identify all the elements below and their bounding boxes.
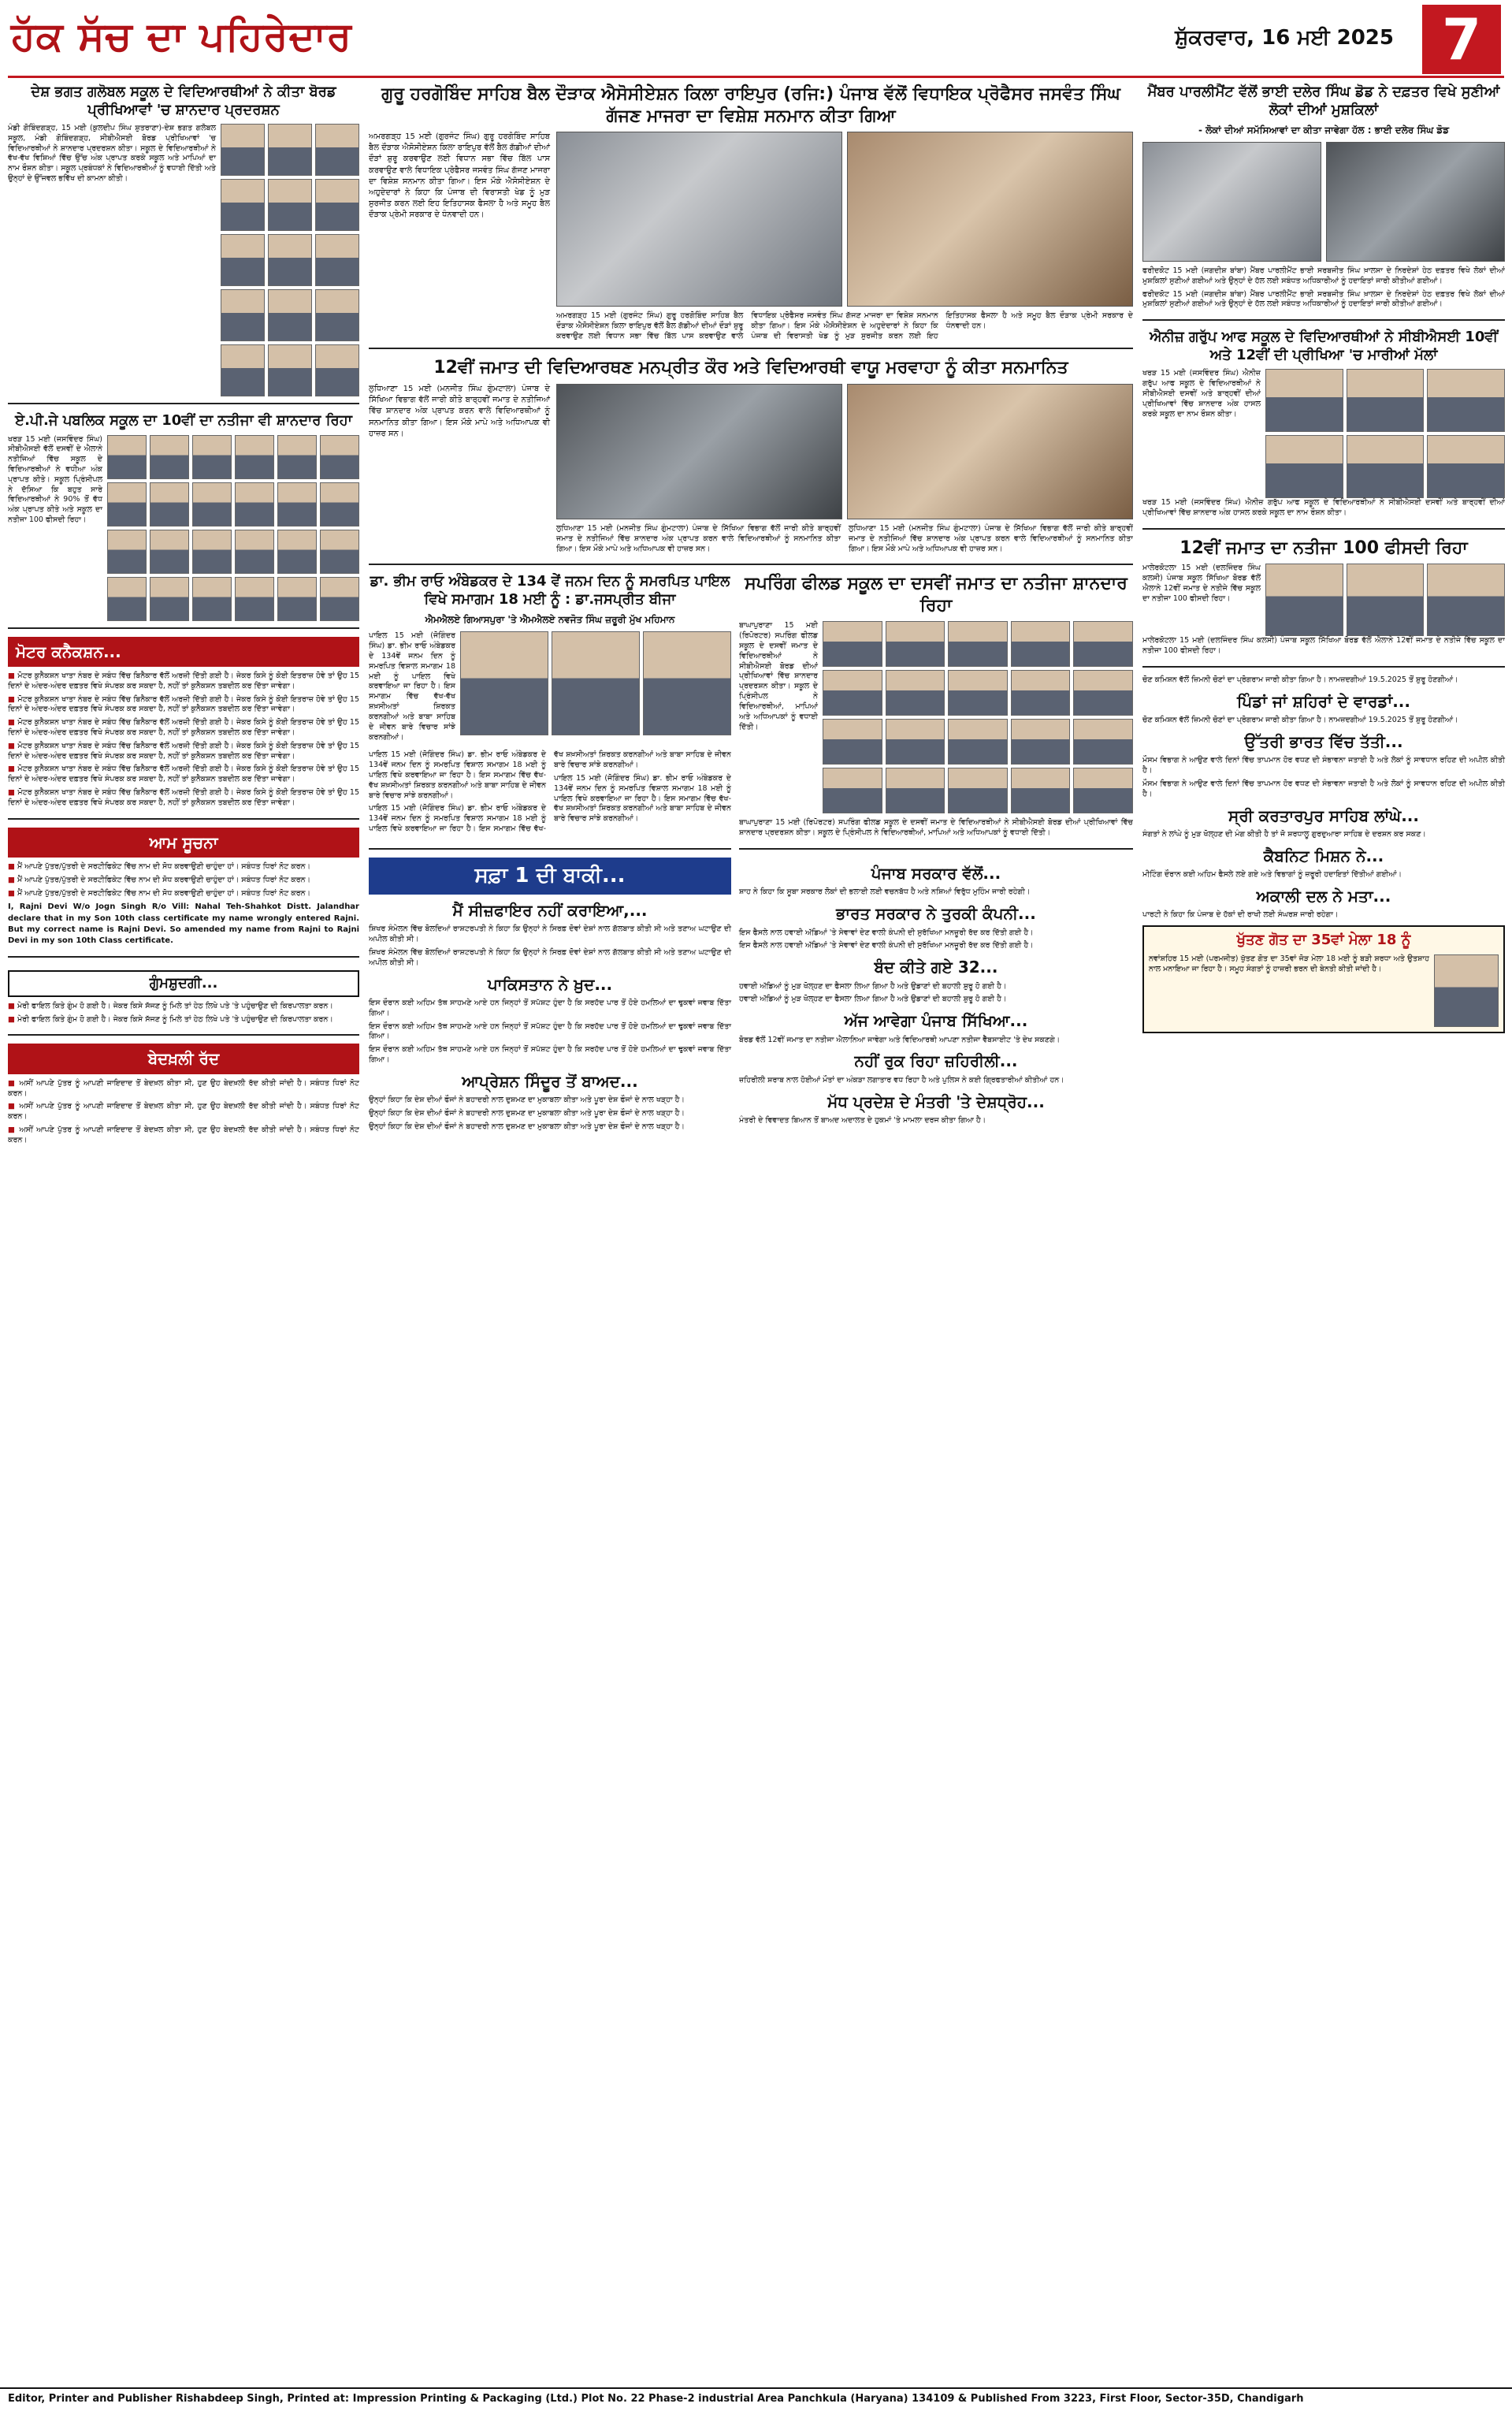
story-ambedkar <box>369 573 731 850</box>
student-photo <box>1265 369 1343 432</box>
student-photo <box>235 482 274 526</box>
lead-photo <box>847 132 1133 307</box>
student-photo <box>315 234 359 286</box>
student-photo <box>948 768 1008 813</box>
mid-row <box>369 573 1133 858</box>
student-photos <box>1265 369 1505 498</box>
student-photo <box>823 670 882 716</box>
student-photo <box>1073 621 1133 667</box>
headline: ਸਪਰਿੰਗ ਫੀਲਡ ਸਕੂਲ ਦਾ ਦਸਵੀਂ ਜਮਾਤ ਦਾ ਨਤੀਜਾ ਸ਼ਾਨਦਾਰ ਰਿਹਾ <box>745 574 1127 616</box>
left-column <box>8 84 359 1163</box>
masthead-rule <box>8 76 1504 78</box>
classified-body: ■ ਮੋਟਰ ਕੁਨੈਕਸ਼ਨ ਖਾਤਾ ਨੰਬਰ ਦੇ ਸਬੰਧ ਵਿੱਚ ਬਿਨੈਕਾਰ ਵੱਲੋਂ ਅਰਜ਼ੀ ਦਿੱਤੀ ਗਈ ਹੈ। ਜੇਕਰ ਕਿਸੇ ਨੂੰ ਕੋਈ ਇਤਰਾਜ਼ ਹੋਵੇ ਤਾਂ ਉਹ 15 ਦਿਨਾਂ ਦੇ ਅੰਦਰ-ਅੰਦਰ ਦਫ਼ਤਰ ਵਿਖੇ ਸੰਪਰਕ ਕਰ ਸਕਦਾ ਹੈ, ਨਹੀਂ ਤਾਂ ਕੁਨੈਕਸ਼ਨ ਤਬਦੀਲ ਕਰ ਦਿੱਤਾ ਜਾਵੇਗਾ। <box>8 718 359 739</box>
continuation-head: ਸ੍ਰੀ ਕਰਤਾਰਪੁਰ ਸਾਹਿਬ ਲਾਂਘੇ... <box>1228 806 1419 825</box>
section-banner: ਮੋਟਰ ਕਨੈਕਸ਼ਨ... <box>8 637 359 667</box>
student-photo <box>315 124 359 176</box>
story-body: ਪਾਇਲ 15 ਮਈ (ਜੋਗਿੰਦਰ ਸਿੰਘ) ਡਾ. ਭੀਮ ਰਾਓ ਅੰਬੇਡਕਰ ਦੇ 134ਵੇਂ ਜਨਮ ਦਿਨ ਨੂੰ ਸਮਰਪਿਤ ਵਿਸ਼ਾਲ ਸਮਾਗਮ 18 ਮਈ ਨੂੰ ਪਾਇਲ ਵਿਖੇ ਕਰਵਾਇਆ ਜਾ ਰਿਹਾ ਹੈ। ਇਸ ਸਮਾਗਮ ਵਿੱਚ ਵੱਖ-ਵੱਖ ਸ਼ਖ਼ਸੀਅਤਾਂ ਸ਼ਿਰਕਤ ਕਰਨਗੀਆਂ ਅਤੇ ਬਾਬਾ ਸਾਹਿਬ ਦੇ ਜੀਵਨ ਬਾਰੇ ਵਿਚਾਰ ਸਾਂਝੇ ਕਰਨਗੀਆਂ। <box>369 631 455 742</box>
student-photo <box>235 577 274 621</box>
student-photo <box>192 530 232 574</box>
box-headline: ਖੁੱਤਣ ਗੋਤ ਦਾ 35ਵਾਂ ਮੇਲਾ 18 ਨੂੰ <box>1236 932 1411 949</box>
story-body: ਖਰੜ 15 ਮਈ (ਜਸਵਿੰਦਰ ਸਿੰਘ) ਐਨੀਜ਼ ਗਰੁੱਪ ਆਫ ਸਕੂਲ ਦੇ ਵਿਦਿਆਰਥੀਆਂ ਨੇ ਸੀਬੀਐਸਈ ਦਸਵੀਂ ਅਤੇ ਬਾਰ੍ਹਵੀਂ ਦੀਆਂ ਪ੍ਰੀਖਿਆਵਾਂ ਵਿੱਚ ਸ਼ਾਨਦਾਰ ਅੰਕ ਹਾਸਲ ਕਰਕੇ ਸਕੂਲ ਦਾ ਨਾਮ ਰੌਸ਼ਨ ਕੀਤਾ। <box>1142 369 1261 419</box>
story-spring-field <box>739 573 1133 850</box>
story-photo <box>847 384 1133 519</box>
story-apj-school <box>8 412 359 629</box>
classified-public-notice <box>8 828 359 958</box>
story-12th-result <box>1142 538 1505 668</box>
continuation-body: ਸੰਗਤਾਂ ਨੇ ਲਾਂਘੇ ਨੂੰ ਮੁੜ ਖੋਲ੍ਹਣ ਦੀ ਮੰਗ ਕੀਤੀ ਹੈ ਤਾਂ ਜੋ ਸ਼ਰਧਾਲੂ ਗੁਰਦੁਆਰਾ ਸਾਹਿਬ ਦੇ ਦਰਸ਼ਨ ਕਰ ਸਕਣ। <box>1142 830 1426 839</box>
story-body: ਖਰੜ 15 ਮਈ (ਜਸਵਿੰਦਰ ਸਿੰਘ) ਸੀਬੀਐਸਈ ਵੱਲੋਂ ਦਸਵੀਂ ਦੇ ਐਲਾਨੇ ਨਤੀਜਿਆਂ ਵਿੱਚ ਸਕੂਲ ਦੇ ਵਿਦਿਆਰਥੀਆਂ ਨੇ ਵਧੀਆ ਅੰਕ ਪ੍ਰਾਪਤ ਕੀਤੇ। ਸਕੂਲ ਪ੍ਰਿੰਸੀਪਲ ਨੇ ਦੱਸਿਆ ਕਿ ਬਹੁਤ ਸਾਰੇ ਵਿਦਿਆਰਥੀਆਂ ਨੇ 90% ਤੋਂ ਵੱਧ ਅੰਕ ਪ੍ਰਾਪਤ ਕੀਤੇ ਅਤੇ ਸਕੂਲ ਦਾ ਨਤੀਜਾ 100 ਫੀਸਦੀ ਰਿਹਾ। <box>8 434 102 524</box>
classified-body: ■ ਮੋਟਰ ਕੁਨੈਕਸ਼ਨ ਖਾਤਾ ਨੰਬਰ ਦੇ ਸਬੰਧ ਵਿੱਚ ਬਿਨੈਕਾਰ ਵੱਲੋਂ ਅਰਜ਼ੀ ਦਿੱਤੀ ਗਈ ਹੈ। ਜੇਕਰ ਕਿਸੇ ਨੂੰ ਕੋਈ ਇਤਰਾਜ਼ ਹੋਵੇ ਤਾਂ ਉਹ 15 ਦਿਨਾਂ ਦੇ ਅੰਦਰ-ਅੰਦਰ ਦਫ਼ਤਰ ਵਿਖੇ ਸੰਪਰਕ ਕਰ ਸਕਦਾ ਹੈ, ਨਹੀਂ ਤਾਂ ਕੁਨੈਕਸ਼ਨ ਤਬਦੀਲ ਕਰ ਦਿੱਤਾ ਜਾਵੇਗਾ। <box>8 765 359 785</box>
continuation-body: ਹਵਾਈ ਅੱਡਿਆਂ ਨੂੰ ਮੁੜ ਖੋਲ੍ਹਣ ਦਾ ਫੈਸਲਾ ਲਿਆ ਗਿਆ ਹੈ ਅਤੇ ਉਡਾਣਾਂ ਦੀ ਬਹਾਲੀ ਸ਼ੁਰੂ ਹੋ ਗਈ ਹੈ। <box>739 981 1007 991</box>
student-photo <box>315 289 359 341</box>
lead-body-continued <box>556 311 1133 341</box>
student-photos <box>107 435 359 621</box>
story-body: ਲੁਧਿਆਣਾ 15 ਮਈ (ਮਨਜੀਤ ਸਿੰਘ ਗੁੰਮਟਾਲਾ) ਪੰਜਾਬ ਦੇ ਸਿੱਖਿਆ ਵਿਭਾਗ ਵੱਲੋਂ ਜਾਰੀ ਕੀਤੇ ਬਾਰ੍ਹਵੀਂ ਜਮਾਤ ਦੇ ਨਤੀਜਿਆਂ ਵਿੱਚ ਸ਼ਾਨਦਾਰ ਅੰਕ ਪ੍ਰਾਪਤ ਕਰਨ ਵਾਲੇ ਵਿਦਿਆਰਥੀਆਂ ਨੂੰ ਸਨਮਾਨਿਤ ਕੀਤਾ ਗਿਆ। ਇਸ ਮੌਕੇ ਮਾਪੇ ਅਤੇ ਅਧਿਆਪਕ ਵੀ ਹਾਜ਼ਰ ਸਨ। <box>369 384 550 438</box>
continuation-head: ਬੰਦ ਕੀਤੇ ਗਏ 32... <box>874 958 998 977</box>
portrait-photo <box>552 631 640 735</box>
headline: ਐਨੀਜ਼ ਗਰੁੱਪ ਆਫ ਸਕੂਲ ਦੇ ਵਿਦਿਆਰਥੀਆਂ ਨੇ ਸੀਬੀਐਸਈ 10ਵੀਂ ਅਤੇ 12ਵੀਂ ਦੀ ਪ੍ਰੀਖਿਆ 'ਚ ਮਾਰੀਆਂ ਮੱਲਾਂ <box>1149 329 1499 363</box>
student-photo <box>320 482 359 526</box>
issue-date: ਸ਼ੁੱਕਰਵਾਰ, 16 ਮਈ 2025 <box>1175 26 1394 50</box>
student-photo <box>1073 768 1133 813</box>
classified-change <box>8 1044 359 1155</box>
continuation-body: ਸ਼ਾਹ ਨੇ ਕਿਹਾ ਕਿ ਸੂਬਾ ਸਰਕਾਰ ਲੋਕਾਂ ਦੀ ਭਲਾਈ ਲਈ ਵਚਨਬੱਧ ਹੈ ਅਤੇ ਨਸ਼ਿਆਂ ਵਿਰੁੱਧ ਮੁਹਿੰਮ ਜਾਰੀ ਰਹੇਗੀ। <box>739 887 1031 897</box>
student-photo <box>235 530 274 574</box>
section-banner: ਆਮ ਸੂਚਨਾ <box>8 828 359 858</box>
student-photos <box>221 124 359 396</box>
student-photo <box>1347 369 1425 432</box>
student-photo <box>107 530 147 574</box>
student-photo <box>235 435 274 479</box>
student-photo <box>1427 564 1505 636</box>
notice-body: ■ ਮੈਂ ਆਪਣੇ ਪੁੱਤਰ/ਪੁੱਤਰੀ ਦੇ ਸਰਟੀਫਿਕੇਟ ਵਿੱਚ ਨਾਮ ਦੀ ਸੋਧ ਕਰਵਾਉਣੀ ਚਾਹੁੰਦਾ ਹਾਂ। ਸਬੰਧਤ ਧਿਰਾਂ ਨੋਟ ਕਰਨ। <box>8 876 359 886</box>
notice-body: ■ ਮੈਂ ਆਪਣੇ ਪੁੱਤਰ/ਪੁੱਤਰੀ ਦੇ ਸਰਟੀਫਿਕੇਟ ਵਿੱਚ ਨਾਮ ਦੀ ਸੋਧ ਕਰਵਾਉਣੀ ਚਾਹੁੰਦਾ ਹਾਂ। ਸਬੰਧਤ ਧਿਰਾਂ ਨੋਟ ਕਰਨ। <box>8 889 359 899</box>
lost-body: ■ ਮੇਰੀ ਫਾਇਲ ਕਿਤੇ ਗੁੰਮ ਹੋ ਗਈ ਹੈ। ਜੇਕਰ ਕਿਸੇ ਸੱਜਣ ਨੂੰ ਮਿਲੇ ਤਾਂ ਹੇਠ ਲਿਖੇ ਪਤੇ 'ਤੇ ਪਹੁੰਚਾਉਣ ਦੀ ਕਿਰਪਾਲਤਾ ਕਰਨ। <box>8 1002 359 1012</box>
story-desh-bhagat <box>8 84 359 404</box>
newspaper-logo <box>11 8 352 64</box>
student-photo <box>1347 564 1425 636</box>
story-body-text: ਲੁਧਿਆਣਾ 15 ਮਈ (ਮਨਜੀਤ ਸਿੰਘ ਗੁੰਮਟਾਲਾ) ਪੰਜਾਬ ਦੇ ਸਿੱਖਿਆ ਵਿਭਾਗ ਵੱਲੋਂ ਜਾਰੀ ਕੀਤੇ ਬਾਰ੍ਹਵੀਂ ਜਮਾਤ ਦੇ ਨਤੀਜਿਆਂ ਵਿੱਚ ਸ਼ਾਨਦਾਰ ਅੰਕ ਪ੍ਰਾਪਤ ਕਰਨ ਵਾਲੇ ਵਿਦਿਆਰਥੀਆਂ ਨੂੰ ਸਨਮਾਨਿਤ ਕੀਤਾ ਗਿਆ। ਇਸ ਮੌਕੇ ਮਾਪੇ ਅਤੇ ਅਧਿਆਪਕ ਵੀ ਹਾਜ਼ਰ ਸਨ। <box>849 523 1133 553</box>
classified-lost <box>8 966 359 1036</box>
story-mp-office <box>1142 84 1505 321</box>
masthead <box>0 0 1512 79</box>
student-photo <box>1011 621 1071 667</box>
subheadline: ਐਮਐਲਏ ਗਿਆਸਪੁਰਾ 'ਤੇ ਐਮਐਲਏ ਨਵਜੋਤ ਸਿੰਘ ਜ਼ਰੂਰੀ ਮੁੱਖ ਮਹਿਮਾਨ <box>425 614 675 626</box>
student-photo <box>150 530 189 574</box>
page1-continuation-row <box>369 858 1133 1136</box>
student-photo <box>823 768 882 813</box>
headline: 12ਵੀਂ ਜਮਾਤ ਦੀ ਵਿਦਿਆਰਥਣ ਮਨਪ੍ਰੀਤ ਕੌਰ ਅਤੇ ਵਿਦਿਆਰਥੀ ਵਾਯੂ ਮਰਵਾਹਾ ਨੂੰ ਕੀਤਾ ਸਨਮਾਨਿਤ <box>433 358 1068 378</box>
continuation-head: ਅੱਜ ਆਵੇਗਾ ਪੰਜਾਬ ਸਿੱਖਿਆ... <box>844 1011 1028 1031</box>
student-photos <box>823 621 1133 813</box>
imprint-footer <box>0 2387 1512 2411</box>
student-photo <box>1265 435 1343 498</box>
story-body-text: ਲੁਧਿਆਣਾ 15 ਮਈ (ਮਨਜੀਤ ਸਿੰਘ ਗੁੰਮਟਾਲਾ) ਪੰਜਾਬ ਦੇ ਸਿੱਖਿਆ ਵਿਭਾਗ ਵੱਲੋਂ ਜਾਰੀ ਕੀਤੇ ਬਾਰ੍ਹਵੀਂ ਜਮਾਤ ਦੇ ਨਤੀਜਿਆਂ ਵਿੱਚ ਸ਼ਾਨਦਾਰ ਅੰਕ ਪ੍ਰਾਪਤ ਕਰਨ ਵਾਲੇ ਵਿਦਿਆਰਥੀਆਂ ਨੂੰ ਸਨਮਾਨਿਤ ਕੀਤਾ ਗਿਆ। ਇਸ ਮੌਕੇ ਮਾਪੇ ਅਤੇ ਅਧਿਆਪਕ ਵੀ ਹਾਜ਼ਰ ਸਨ। <box>556 523 841 553</box>
student-photo <box>192 435 232 479</box>
student-photo <box>1011 768 1071 813</box>
story-body: ਮਾਲੇਰਕੋਟਲਾ 15 ਮਈ (ਦਲਜਿੰਦਰ ਸਿੰਘ ਕਲਸੀ) ਪੰਜਾਬ ਸਕੂਲ ਸਿੱਖਿਆ ਬੋਰਡ ਵੱਲੋਂ ਐਲਾਨੇ 12ਵੀਂ ਜਮਾਤ ਦੇ ਨਤੀਜੇ ਵਿੱਚ ਸਕੂਲ ਦਾ ਨਤੀਜਾ 100 ਫੀਸਦੀ ਰਿਹਾ। <box>1142 564 1261 603</box>
page1-continuations-right <box>739 858 1133 1136</box>
student-photo <box>1011 719 1071 765</box>
continuation-head: ਉੱਤਰੀ ਭਾਰਤ ਵਿੱਚ ਤੱਤੀ... <box>1244 732 1403 752</box>
story-body-text: ਪਾਇਲ 15 ਮਈ (ਜੋਗਿੰਦਰ ਸਿੰਘ) ਡਾ. ਭੀਮ ਰਾਓ ਅੰਬੇਡਕਰ ਦੇ 134ਵੇਂ ਜਨਮ ਦਿਨ ਨੂੰ ਸਮਰਪਿਤ ਵਿਸ਼ਾਲ ਸਮਾਗਮ 18 ਮਈ ਨੂੰ ਪਾਇਲ ਵਿਖੇ ਕਰਵਾਇਆ ਜਾ ਰਿਹਾ ਹੈ। ਇਸ ਸਮਾਗਮ ਵਿੱਚ ਵੱਖ-ਵੱਖ ਸ਼ਖ਼ਸੀਅਤਾਂ ਸ਼ਿਰਕਤ ਕਰਨਗੀਆਂ ਅਤੇ ਬਾਬਾ ਸਾਹਿਬ ਦੇ ਜੀਵਨ ਬਾਰੇ ਵਿਚਾਰ ਸਾਂਝੇ ਕਰਨਗੀਆਂ। <box>554 773 731 824</box>
story-body: ਮੰਡੀ ਗੋਬਿੰਦਗੜ੍ਹ, 15 ਮਈ (ਕੁਲਦੀਪ ਸਿੰਘ ਸ਼ੁਤਰਾਣਾ)-ਦੇਸ਼ ਭਗਤ ਗਲੋਬਲ ਸਕੂਲ, ਮੰਡੀ ਗੋਬਿੰਦਗੜ੍ਹ, ਸੀਬੀਐਸਈ ਬੋਰਡ ਪ੍ਰੀਖਿਆਵਾਂ 'ਚ ਵਿਦਿਆਰਥੀਆਂ ਨੇ ਸ਼ਾਨਦਾਰ ਪ੍ਰਦਰਸ਼ਨ ਕੀਤਾ। ਸਕੂਲ ਦੇ ਵਿਦਿਆਰਥੀਆਂ ਨੇ ਵੱਖ-ਵੱਖ ਵਿਸ਼ਿਆਂ ਵਿੱਚ ਉੱਚ ਅੰਕ ਪ੍ਰਾਪਤ ਕਰਕੇ ਸਕੂਲ ਅਤੇ ਮਾਪਿਆਂ ਦਾ ਨਾਮ ਰੌਸ਼ਨ ਕੀਤਾ। ਸਕੂਲ ਪ੍ਰਬੰਧਕਾਂ ਨੇ ਵਿਦਿਆਰਥੀਆਂ ਨੂੰ ਵਧਾਈ ਦਿੱਤੀ ਅਤੇ ਉਨ੍ਹਾਂ ਦੇ ਉੱਜਵਲ ਭਵਿੱਖ ਦੀ ਕਾਮਨਾ ਕੀਤੀ। <box>8 124 216 184</box>
continuation-head: ਮੱਧ ਪ੍ਰਦੇਸ਼ ਦੇ ਮੰਤਰੀ 'ਤੇ ਦੇਸ਼ਧ੍ਰੋਹ... <box>827 1092 1045 1111</box>
student-photo <box>221 344 265 396</box>
continuation-body: ਸ਼ਿਖਰ ਸੰਮੇਲਨ ਵਿੱਚ ਬੋਲਦਿਆਂ ਰਾਸ਼ਟਰਪਤੀ ਨੇ ਕਿਹਾ ਕਿ ਉਨ੍ਹਾਂ ਨੇ ਸਿਰਫ਼ ਦੋਵਾਂ ਦੇਸ਼ਾਂ ਨਾਲ ਗੱਲਬਾਤ ਕੀਤੀ ਸੀ ਅਤੇ ਤਣਾਅ ਘਟਾਉਣ ਦੀ ਅਪੀਲ ਕੀਤੀ ਸੀ। <box>369 947 731 967</box>
story-body: ਬਾਘਾਪੁਰਾਣਾ 15 ਮਈ (ਰਿਪੋਰਟਰ) ਸਪਰਿੰਗ ਫੀਲਡ ਸਕੂਲ ਦੇ ਦਸਵੀਂ ਜਮਾਤ ਦੇ ਵਿਦਿਆਰਥੀਆਂ ਨੇ ਸੀਬੀਐਸਈ ਬੋਰਡ ਦੀਆਂ ਪ੍ਰੀਖਿਆਵਾਂ ਵਿੱਚ ਸ਼ਾਨਦਾਰ ਪ੍ਰਦਰਸ਼ਨ ਕੀਤਾ। ਸਕੂਲ ਦੇ ਪ੍ਰਿੰਸੀਪਲ ਨੇ ਵਿਦਿਆਰਥੀਆਂ, ਮਾਪਿਆਂ ਅਤੇ ਅਧਿਆਪਕਾਂ ਨੂੰ ਵਧਾਈ ਦਿੱਤੀ। <box>739 621 818 731</box>
continuation-head: ਅਕਾਲੀ ਦਲ ਨੇ ਮਤਾ... <box>1256 887 1391 906</box>
portrait-photo <box>643 631 731 735</box>
continuation-head: ਪਿੰਡਾਂ ਜਾਂ ਸ਼ਹਿਰਾਂ ਦੇ ਵਾਰਡਾਂ... <box>1236 691 1410 711</box>
student-photo <box>1011 670 1071 716</box>
continuation-body: ਸ਼ਿਖਰ ਸੰਮੇਲਨ ਵਿੱਚ ਬੋਲਦਿਆਂ ਰਾਸ਼ਟਰਪਤੀ ਨੇ ਕਿਹਾ ਕਿ ਉਨ੍ਹਾਂ ਨੇ ਸਿਰਫ਼ ਦੋਵਾਂ ਦੇਸ਼ਾਂ ਨਾਲ ਗੱਲਬਾਤ ਕੀਤੀ ਸੀ ਅਤੇ ਤਣਾਅ ਘਟਾਉਣ ਦੀ ਅਪੀਲ ਕੀਤੀ ਸੀ। <box>369 925 731 944</box>
lead-story <box>369 84 1133 349</box>
page1-continuations-left <box>369 858 731 1136</box>
continuation-body: ਹਵਾਈ ਅੱਡਿਆਂ ਨੂੰ ਮੁੜ ਖੋਲ੍ਹਣ ਦਾ ਫੈਸਲਾ ਲਿਆ ਗਿਆ ਹੈ ਅਤੇ ਉਡਾਣਾਂ ਦੀ ਬਹਾਲੀ ਸ਼ੁਰੂ ਹੋ ਗਈ ਹੈ। <box>739 995 1007 1004</box>
student-photo <box>948 719 1008 765</box>
student-photo <box>268 234 312 286</box>
lead-headline: ਗੁਰੂ ਹਰਗੋਬਿੰਦ ਸਾਹਿਬ ਬੈਲ ਦੌੜਾਕ ਐਸੋਸੀਏਸ਼ਨ ਕਿਲਾ ਰਾਇਪੁਰ (ਰਜਿ:) ਪੰਜਾਬ ਵੱਲੋਂ ਵਿਧਾਇਕ ਪ੍ਰੋਫੈਸਰ ਜਸਵੰਤ ਸਿੰਘ ਗੱਜਣ ਮਾਜਰਾ ਦਾ ਵਿਸ਼ੇਸ਼ ਸਨਮਾਨ ਕੀਤਾ ਗਿਆ <box>381 84 1120 126</box>
continuation-head: ਆਪ੍ਰੇਸ਼ਨ ਸਿੰਦੂਰ ਤੋਂ ਬਾਅਦ... <box>462 1071 638 1091</box>
student-photo <box>948 670 1008 716</box>
headline: ਡਾ. ਭੀਮ ਰਾਓ ਅੰਬੇਡਕਰ ਦੇ 134 ਵੇਂ ਜਨਮ ਦਿਨ ਨੂੰ ਸਮਰਪਿਤ ਪਾਇਲ ਵਿਖੇ ਸਮਾਗਮ 18 ਮਈ ਨੂੰ : ਡਾ.ਜਸਪ੍ਰੀਤ ਬੀਜਾ <box>370 573 730 608</box>
subheadline: - ਲੋਕਾਂ ਦੀਆਂ ਸਮੱਸਿਆਵਾਂ ਦਾ ਕੀਤਾ ਜਾਵੇਗਾ ਹੱਲ : ਭਾਈ ਦਲੇਰ ਸਿੰਘ ਡੋਡ <box>1198 125 1450 136</box>
continuation-body: ਇਸ ਦੌਰਾਨ ਕਈ ਅਹਿਮ ਤੱਥ ਸਾਹਮਣੇ ਆਏ ਹਨ ਜਿਨ੍ਹਾਂ ਤੋਂ ਸਪੱਸ਼ਟ ਹੁੰਦਾ ਹੈ ਕਿ ਸਰਹੱਦ ਪਾਰ ਤੋਂ ਹੋਏ ਹਮਲਿਆਂ ਦਾ ਢੁਕਵਾਂ ਜਵਾਬ ਦਿੱਤਾ ਗਿਆ। <box>369 1021 731 1041</box>
notice-english: I, Rajni Devi W/o Jogn Singh R/o Vill: Nahal Teh-Shahkot Distt. Jalandhar declare that in my Son 10th class certificate my name wrongly entered Rajni. But my correct name is Rajni Devi. So amended my name from Rajni to Rajni Devi in my son 10th Class certificate. <box>8 902 359 946</box>
student-photo <box>268 344 312 396</box>
story-photo <box>1326 142 1505 262</box>
student-photo <box>107 482 147 526</box>
student-photo <box>320 577 359 621</box>
page-number-badge: 7 <box>1422 5 1501 74</box>
lost-body: ■ ਮੇਰੀ ਫਾਇਲ ਕਿਤੇ ਗੁੰਮ ਹੋ ਗਈ ਹੈ। ਜੇਕਰ ਕਿਸੇ ਸੱਜਣ ਨੂੰ ਮਿਲੇ ਤਾਂ ਹੇਠ ਲਿਖੇ ਪਤੇ 'ਤੇ ਪਹੁੰਚਾਉਣ ਦੀ ਕਿਰਪਾਲਤਾ ਕਰਨ। <box>8 1015 359 1025</box>
story-body: ਫਰੀਦਕੋਟ 15 ਮਈ (ਜਗਦੀਸ਼ ਬਾਂਬਾ) ਮੈਂਬਰ ਪਾਰਲੀਮੈਂਟ ਭਾਈ ਸਰਬਜੀਤ ਸਿੰਘ ਖ਼ਾਲਸਾ ਦੇ ਨਿਰਦੇਸ਼ਾਂ ਹੇਠ ਦਫ਼ਤਰ ਵਿਖੇ ਲੋਕਾਂ ਦੀਆਂ ਮੁਸ਼ਕਿਲਾਂ ਸੁਣੀਆਂ ਗਈਆਂ ਅਤੇ ਉਨ੍ਹਾਂ ਦੇ ਹੱਲ ਲਈ ਸਬੰਧਤ ਅਧਿਕਾਰੀਆਂ ਨੂੰ ਹਦਾਇਤਾਂ ਜਾਰੀ ਕੀਤੀਆਂ ਗਈਆਂ। <box>1142 266 1505 285</box>
lead-photo <box>556 132 842 307</box>
story-body-continued <box>556 524 1133 557</box>
continuation-head: ਭਾਰਤ ਸਰਕਾਰ ਨੇ ਤੁਰਕੀ ਕੰਪਨੀ... <box>836 904 1036 924</box>
continuation-body: ਮੌਸਮ ਵਿਭਾਗ ਨੇ ਆਉਣ ਵਾਲੇ ਦਿਨਾਂ ਵਿੱਚ ਤਾਪਮਾਨ ਹੋਰ ਵਧਣ ਦੀ ਸੰਭਾਵਨਾ ਜਤਾਈ ਹੈ ਅਤੇ ਲੋਕਾਂ ਨੂੰ ਸਾਵਧਾਨ ਰਹਿਣ ਦੀ ਅਪੀਲ ਕੀਤੀ ਹੈ। <box>1142 779 1505 798</box>
continuation-body: ਇਸ ਫੈਸਲੇ ਨਾਲ ਹਵਾਈ ਅੱਡਿਆਂ 'ਤੇ ਸੇਵਾਵਾਂ ਦੇਣ ਵਾਲੀ ਕੰਪਨੀ ਦੀ ਸੁਰੱਖਿਆ ਮਨਜ਼ੂਰੀ ਰੱਦ ਕਰ ਦਿੱਤੀ ਗਈ ਹੈ। <box>739 941 1034 951</box>
box-body: ਨਵਾਂਸ਼ਹਿਰ 15 ਮਈ (ਪਰਮਜੀਤ) ਖੁੱਤਣ ਗੋਤ ਦਾ 35ਵਾਂ ਜੋੜ ਮੇਲਾ 18 ਮਈ ਨੂੰ ਬੜੀ ਸ਼ਰਧਾ ਅਤੇ ਉਤਸ਼ਾਹ ਨਾਲ ਮਨਾਇਆ ਜਾ ਰਿਹਾ ਹੈ। ਸਮੂਹ ਸੰਗਤਾਂ ਨੂੰ ਹਾਜ਼ਰੀ ਭਰਨ ਦੀ ਬੇਨਤੀ ਕੀਤੀ ਜਾਂਦੀ ਹੈ। <box>1149 954 1429 973</box>
continuation-body: ਉਨ੍ਹਾਂ ਕਿਹਾ ਕਿ ਦੇਸ਼ ਦੀਆਂ ਫੌਜਾਂ ਨੇ ਬਹਾਦਰੀ ਨਾਲ ਦੁਸ਼ਮਣ ਦਾ ਮੁਕਾਬਲਾ ਕੀਤਾ ਅਤੇ ਪੂਰਾ ਦੇਸ਼ ਫੌਜਾਂ ਦੇ ਨਾਲ ਖੜ੍ਹਾ ਹੈ। <box>369 1109 685 1118</box>
portrait-photo <box>1434 954 1499 1027</box>
student-photo <box>315 179 359 231</box>
story-body: ਮਾਲੇਰਕੋਟਲਾ 15 ਮਈ (ਦਲਜਿੰਦਰ ਸਿੰਘ ਕਲਸੀ) ਪੰਜਾਬ ਸਕੂਲ ਸਿੱਖਿਆ ਬੋਰਡ ਵੱਲੋਂ ਐਲਾਨੇ 12ਵੀਂ ਜਮਾਤ ਦੇ ਨਤੀਜੇ ਵਿੱਚ ਸਕੂਲ ਦਾ ਨਤੀਜਾ 100 ਫੀਸਦੀ ਰਿਹਾ। <box>1142 636 1505 656</box>
student-photo <box>886 670 945 716</box>
student-photo <box>320 435 359 479</box>
change-body: ■ ਅਸੀਂ ਆਪਣੇ ਪੁੱਤਰ ਨੂੰ ਆਪਣੀ ਜਾਇਦਾਦ ਤੋਂ ਬੇਦਖ਼ਲ ਕੀਤਾ ਸੀ, ਹੁਣ ਉਹ ਬੇਦਖ਼ਲੀ ਰੱਦ ਕੀਤੀ ਜਾਂਦੀ ਹੈ। ਸਬੰਧਤ ਧਿਰਾਂ ਨੋਟ ਕਰਨ। <box>8 1079 359 1099</box>
continuation-body: ਮੰਤਰੀ ਦੇ ਵਿਵਾਦਤ ਬਿਆਨ ਤੋਂ ਬਾਅਦ ਅਦਾਲਤ ਦੇ ਹੁਕਮਾਂ 'ਤੇ ਮਾਮਲਾ ਦਰਜ ਕੀਤਾ ਗਿਆ ਹੈ। <box>739 1116 986 1126</box>
student-photo <box>320 530 359 574</box>
student-photo <box>1427 435 1505 498</box>
student-photo <box>823 719 882 765</box>
continuation-body: ਉਨ੍ਹਾਂ ਕਿਹਾ ਕਿ ਦੇਸ਼ ਦੀਆਂ ਫੌਜਾਂ ਨੇ ਬਹਾਦਰੀ ਨਾਲ ਦੁਸ਼ਮਣ ਦਾ ਮੁਕਾਬਲਾ ਕੀਤਾ ਅਤੇ ਪੂਰਾ ਦੇਸ਼ ਫੌਜਾਂ ਦੇ ਨਾਲ ਖੜ੍ਹਾ ਹੈ। <box>369 1096 685 1105</box>
student-photo <box>221 289 265 341</box>
notice-body: ■ ਮੈਂ ਆਪਣੇ ਪੁੱਤਰ/ਪੁੱਤਰੀ ਦੇ ਸਰਟੀਫਿਕੇਟ ਵਿੱਚ ਨਾਮ ਦੀ ਸੋਧ ਕਰਵਾਉਣੀ ਚਾਹੁੰਦਾ ਹਾਂ। ਸਬੰਧਤ ਧਿਰਾਂ ਨੋਟ ਕਰਨ। <box>8 862 359 872</box>
story-photo <box>556 384 842 519</box>
continuation-head: ਕੈਬਨਿਟ ਮਿਸ਼ਨ ਨੇ... <box>1263 846 1384 865</box>
student-photo <box>1265 564 1343 636</box>
section-banner: ਬੇਦਖ਼ਲੀ ਰੱਦ <box>8 1044 359 1073</box>
change-body: ■ ਅਸੀਂ ਆਪਣੇ ਪੁੱਤਰ ਨੂੰ ਆਪਣੀ ਜਾਇਦਾਦ ਤੋਂ ਬੇਦਖ਼ਲ ਕੀਤਾ ਸੀ, ਹੁਣ ਉਹ ਬੇਦਖ਼ਲੀ ਰੱਦ ਕੀਤੀ ਜਾਂਦੀ ਹੈ। ਸਬੰਧਤ ਧਿਰਾਂ ਨੋਟ ਕਰਨ। <box>8 1102 359 1122</box>
continuation-head: ਪੰਜਾਬ ਸਰਕਾਰ ਵੱਲੋਂ... <box>871 864 1001 883</box>
lead-body-text: ਅਮਰਗੜ੍ਹ 15 ਮਈ (ਗੁਰਜੰਟ ਸਿੰਘ) ਗੁਰੂ ਹਰਗੋਬਿੰਦ ਸਾਹਿਬ ਬੈਲ ਦੌੜਾਕ ਐਸੋਸੀਏਸ਼ਨ ਕਿਲਾ ਰਾਇਪੁਰ ਵੱਲੋਂ ਬੈਲ ਗੱਡੀਆਂ ਦੀਆਂ ਦੌੜਾਂ ਸ਼ੁਰੂ ਕਰਵਾਉਣ ਲਈ ਵਿਧਾਨ ਸਭਾ ਵਿੱਚ ਬਿੱਲ ਪਾਸ ਕਰਵਾਉਣ ਵਾਲੇ ਵਿਧਾਇਕ ਪ੍ਰੋਫੈਸਰ ਜਸਵੰਤ ਸਿੰਘ ਗੱਜਣ ਮਾਜਰਾ ਦਾ ਵਿਸ਼ੇਸ਼ ਸਨਮਾਨ ਕੀਤਾ ਗਿਆ। ਇਸ ਮੌਕੇ ਐਸੋਸੀਏਸ਼ਨ ਦੇ ਅਹੁਦੇਦਾਰਾਂ ਨੇ ਕਿਹਾ ਕਿ ਪੰਜਾਬ ਦੀ ਵਿਰਾਸਤੀ ਖੇਡ ਨੂੰ ਮੁੜ ਸੁਰਜੀਤ ਕਰਨ ਲਈ ਇਹ ਇਤਿਹਾਸਕ ਫੈਸਲਾ ਹੈ ਅਤੇ ਸਮੂਹ ਬੈਲ ਦੌੜਾਕ ਪ੍ਰੇਮੀ ਸਰਕਾਰ ਦੇ ਧੰਨਵਾਦੀ ਹਨ। <box>556 311 1133 340</box>
student-photo <box>277 435 317 479</box>
student-photo <box>886 719 945 765</box>
classified-body: ■ ਮੋਟਰ ਕੁਨੈਕਸ਼ਨ ਖਾਤਾ ਨੰਬਰ ਦੇ ਸਬੰਧ ਵਿੱਚ ਬਿਨੈਕਾਰ ਵੱਲੋਂ ਅਰਜ਼ੀ ਦਿੱਤੀ ਗਈ ਹੈ। ਜੇਕਰ ਕਿਸੇ ਨੂੰ ਕੋਈ ਇਤਰਾਜ਼ ਹੋਵੇ ਤਾਂ ਉਹ 15 ਦਿਨਾਂ ਦੇ ਅੰਦਰ-ਅੰਦਰ ਦਫ਼ਤਰ ਵਿਖੇ ਸੰਪਰਕ ਕਰ ਸਕਦਾ ਹੈ, ਨਹੀਂ ਤਾਂ ਕੁਨੈਕਸ਼ਨ ਤਬਦੀਲ ਕਰ ਦਿੱਤਾ ਜਾਵੇਗਾ। <box>8 695 359 716</box>
logo-text: ਹੱਕ ਸੱਚ ਦਾ ਪਹਿਰੇਦਾਰ <box>11 13 352 59</box>
student-photo <box>886 621 945 667</box>
student-photo <box>150 482 189 526</box>
story-annies-school <box>1142 329 1505 530</box>
student-photo <box>221 124 265 176</box>
section-banner: ਸਫ਼ਾ 1 ਦੀ ਬਾਕੀ... <box>369 858 731 895</box>
mela-box <box>1142 925 1505 1033</box>
student-photo <box>192 482 232 526</box>
student-photo <box>823 621 882 667</box>
student-photo <box>268 289 312 341</box>
continuation-body: ਪਾਰਟੀ ਨੇ ਕਿਹਾ ਕਿ ਪੰਜਾਬ ਦੇ ਹੱਕਾਂ ਦੀ ਰਾਖੀ ਲਈ ਸੰਘਰਸ਼ ਜਾਰੀ ਰਹੇਗਾ। <box>1142 910 1339 920</box>
story-body-continued: ਬਾਘਾਪੁਰਾਣਾ 15 ਮਈ (ਰਿਪੋਰਟਰ) ਸਪਰਿੰਗ ਫੀਲਡ ਸਕੂਲ ਦੇ ਦਸਵੀਂ ਜਮਾਤ ਦੇ ਵਿਦਿਆਰਥੀਆਂ ਨੇ ਸੀਬੀਐਸਈ ਬੋਰਡ ਦੀਆਂ ਪ੍ਰੀਖਿਆਵਾਂ ਵਿੱਚ ਸ਼ਾਨਦਾਰ ਪ੍ਰਦਰਸ਼ਨ ਕੀਤਾ। ਸਕੂਲ ਦੇ ਪ੍ਰਿੰਸੀਪਲ ਨੇ ਵਿਦਿਆਰਥੀਆਂ, ਮਾਪਿਆਂ ਅਤੇ ਅਧਿਆਪਕਾਂ ਨੂੰ ਵਧਾਈ ਦਿੱਤੀ। <box>739 818 1133 838</box>
student-photo <box>1427 369 1505 432</box>
continuation-body: ਮੌਸਮ ਵਿਭਾਗ ਨੇ ਆਉਣ ਵਾਲੇ ਦਿਨਾਂ ਵਿੱਚ ਤਾਪਮਾਨ ਹੋਰ ਵਧਣ ਦੀ ਸੰਭਾਵਨਾ ਜਤਾਈ ਹੈ ਅਤੇ ਲੋਕਾਂ ਨੂੰ ਸਾਵਧਾਨ ਰਹਿਣ ਦੀ ਅਪੀਲ ਕੀਤੀ ਹੈ। <box>1142 756 1505 776</box>
continuation-body: ਇਸ ਦੌਰਾਨ ਕਈ ਅਹਿਮ ਤੱਥ ਸਾਹਮਣੇ ਆਏ ਹਨ ਜਿਨ੍ਹਾਂ ਤੋਂ ਸਪੱਸ਼ਟ ਹੁੰਦਾ ਹੈ ਕਿ ਸਰਹੱਦ ਪਾਰ ਤੋਂ ਹੋਏ ਹਮਲਿਆਂ ਦਾ ਢੁਕਵਾਂ ਜਵਾਬ ਦਿੱਤਾ ਗਿਆ। <box>369 1045 731 1064</box>
story-body-continued <box>369 750 731 835</box>
imprint-text: Editor, Printer and Publisher Rishabdeep Singh, Printed at: Impression Printing & Packaging (Ltd.) Plot No. 22 Phase-2 industrial Area Panchkula (Haryana) 134109 & Published From 3223, First Floor, Sector-35D, Chandigarh <box>8 2393 1304 2405</box>
student-photo <box>1073 670 1133 716</box>
continuation-body: ਜ਼ਹਿਰੀਲੀ ਸ਼ਰਾਬ ਨਾਲ ਹੋਈਆਂ ਮੌਤਾਂ ਦਾ ਅੰਕੜਾ ਲਗਾਤਾਰ ਵਧ ਰਿਹਾ ਹੈ ਅਤੇ ਪੁਲਿਸ ਨੇ ਕਈ ਗ੍ਰਿਫਤਾਰੀਆਂ ਕੀਤੀਆਂ ਹਨ। <box>739 1075 1064 1085</box>
story-body-text: ਪਾਇਲ 15 ਮਈ (ਜੋਗਿੰਦਰ ਸਿੰਘ) ਡਾ. ਭੀਮ ਰਾਓ ਅੰਬੇਡਕਰ ਦੇ 134ਵੇਂ ਜਨਮ ਦਿਨ ਨੂੰ ਸਮਰਪਿਤ ਵਿਸ਼ਾਲ ਸਮਾਗਮ 18 ਮਈ ਨੂੰ ਪਾਇਲ ਵਿਖੇ ਕਰਵਾਇਆ ਜਾ ਰਿਹਾ ਹੈ। ਇਸ ਸਮਾਗਮ ਵਿੱਚ ਵੱਖ-ਵੱਖ ਸ਼ਖ਼ਸੀਅਤਾਂ ਸ਼ਿਰਕਤ ਕਰਨਗੀਆਂ ਅਤੇ ਬਾਬਾ ਸਾਹਿਬ ਦੇ ਜੀਵਨ ਬਾਰੇ ਵਿਚਾਰ ਸਾਂਝੇ ਕਰਨਗੀਆਂ। <box>369 750 731 834</box>
student-photo <box>886 768 945 813</box>
student-photo <box>277 530 317 574</box>
student-photo <box>268 124 312 176</box>
section-head: ਗੁੰਮਸ਼ੁਦਗੀ... <box>8 970 359 997</box>
story-body: ਖਰੜ 15 ਮਈ (ਜਸਵਿੰਦਰ ਸਿੰਘ) ਐਨੀਜ਼ ਗਰੁੱਪ ਆਫ ਸਕੂਲ ਦੇ ਵਿਦਿਆਰਥੀਆਂ ਨੇ ਸੀਬੀਐਸਈ ਦਸਵੀਂ ਅਤੇ ਬਾਰ੍ਹਵੀਂ ਦੀਆਂ ਪ੍ਰੀਖਿਆਵਾਂ ਵਿੱਚ ਸ਼ਾਨਦਾਰ ਅੰਕ ਹਾਸਲ ਕਰਕੇ ਸਕੂਲ ਦਾ ਨਾਮ ਰੌਸ਼ਨ ਕੀਤਾ। <box>1142 498 1505 518</box>
continuation-head: ਮੈਂ ਸੀਜ਼ਫਾਇਰ ਨਹੀਂ ਕਰਾਇਆ,... <box>452 900 648 920</box>
continuation-body: ਚੋਣ ਕਮਿਸ਼ਨ ਵੱਲੋਂ ਜ਼ਿਮਨੀ ਚੋਣਾਂ ਦਾ ਪ੍ਰੋਗਰਾਮ ਜਾਰੀ ਕੀਤਾ ਗਿਆ ਹੈ। ਨਾਮਜ਼ਦਗੀਆਂ 19.5.2025 ਤੋਂ ਸ਼ੁਰੂ ਹੋਣਗੀਆਂ। <box>1142 675 1458 685</box>
continuation-body: ਇਸ ਫੈਸਲੇ ਨਾਲ ਹਵਾਈ ਅੱਡਿਆਂ 'ਤੇ ਸੇਵਾਵਾਂ ਦੇਣ ਵਾਲੀ ਕੰਪਨੀ ਦੀ ਸੁਰੱਖਿਆ ਮਨਜ਼ੂਰੀ ਰੱਦ ਕਰ ਦਿੱਤੀ ਗਈ ਹੈ। <box>739 928 1034 937</box>
headline: 12ਵੀਂ ਜਮਾਤ ਦਾ ਨਤੀਜਾ 100 ਫੀਸਦੀ ਰਿਹਾ <box>1180 538 1468 558</box>
classified-body: ■ ਮੋਟਰ ਕੁਨੈਕਸ਼ਨ ਖਾਤਾ ਨੰਬਰ ਦੇ ਸਬੰਧ ਵਿੱਚ ਬਿਨੈਕਾਰ ਵੱਲੋਂ ਅਰਜ਼ੀ ਦਿੱਤੀ ਗਈ ਹੈ। ਜੇਕਰ ਕਿਸੇ ਨੂੰ ਕੋਈ ਇਤਰਾਜ਼ ਹੋਵੇ ਤਾਂ ਉਹ 15 ਦਿਨਾਂ ਦੇ ਅੰਦਰ-ਅੰਦਰ ਦਫ਼ਤਰ ਵਿਖੇ ਸੰਪਰਕ ਕਰ ਸਕਦਾ ਹੈ, ਨਹੀਂ ਤਾਂ ਕੁਨੈਕਸ਼ਨ ਤਬਦੀਲ ਕਰ ਦਿੱਤਾ ਜਾਵੇਗਾ। <box>8 742 359 762</box>
student-photo <box>107 577 147 621</box>
student-photo <box>277 482 317 526</box>
headline: ਮੈਂਬਰ ਪਾਰਲੀਮੈਂਟ ਵੱਲੋਂ ਭਾਈ ਦਲੇਰ ਸਿੰਘ ਡੋਡ ਨੇ ਦਫ਼ਤਰ ਵਿਖੇ ਸੁਣੀਆਂ ਲੋਕਾਂ ਦੀਆਂ ਮੁਸ਼ਕਿਲਾਂ <box>1147 84 1500 118</box>
story-photo <box>1142 142 1321 262</box>
student-photo <box>107 435 147 479</box>
continuation-head: ਪਾਕਿਸਤਾਨ ਨੇ ਖ਼ੁਦ... <box>487 974 613 994</box>
student-photo <box>948 621 1008 667</box>
classified-body: ■ ਮੋਟਰ ਕੁਨੈਕਸ਼ਨ ਖਾਤਾ ਨੰਬਰ ਦੇ ਸਬੰਧ ਵਿੱਚ ਬਿਨੈਕਾਰ ਵੱਲੋਂ ਅਰਜ਼ੀ ਦਿੱਤੀ ਗਈ ਹੈ। ਜੇਕਰ ਕਿਸੇ ਨੂੰ ਕੋਈ ਇਤਰਾਜ਼ ਹੋਵੇ ਤਾਂ ਉਹ 15 ਦਿਨਾਂ ਦੇ ਅੰਦਰ-ਅੰਦਰ ਦਫ਼ਤਰ ਵਿਖੇ ਸੰਪਰਕ ਕਰ ਸਕਦਾ ਹੈ, ਨਹੀਂ ਤਾਂ ਕੁਨੈਕਸ਼ਨ ਤਬਦੀਲ ਕਰ ਦਿੱਤਾ ਜਾਵੇਗਾ। <box>8 672 359 692</box>
continuation-body: ਮੀਟਿੰਗ ਦੌਰਾਨ ਕਈ ਅਹਿਮ ਫੈਸਲੇ ਲਏ ਗਏ ਅਤੇ ਵਿਭਾਗਾਂ ਨੂੰ ਜ਼ਰੂਰੀ ਹਦਾਇਤਾਂ ਦਿੱਤੀਆਂ ਗਈਆਂ। <box>1142 870 1402 880</box>
continuation-body: ਚੋਣ ਕਮਿਸ਼ਨ ਵੱਲੋਂ ਜ਼ਿਮਨੀ ਚੋਣਾਂ ਦਾ ਪ੍ਰੋਗਰਾਮ ਜਾਰੀ ਕੀਤਾ ਗਿਆ ਹੈ। ਨਾਮਜ਼ਦਗੀਆਂ 19.5.2025 ਤੋਂ ਸ਼ੁਰੂ ਹੋਣਗੀਆਂ। <box>1142 716 1458 725</box>
student-photo <box>221 234 265 286</box>
student-photo <box>268 179 312 231</box>
headline: ਦੇਸ਼ ਭਗਤ ਗਲੋਬਲ ਸਕੂਲ ਦੇ ਵਿਦਿਆਰਥੀਆਂ ਨੇ ਕੀਤਾ ਬੋਰਡ ਪ੍ਰੀਖਿਆਵਾਂ 'ਚ ਸ਼ਾਨਦਾਰ ਪ੍ਰਦਰਸ਼ਨ <box>31 84 336 118</box>
student-photo <box>192 577 232 621</box>
continuation-head: ਨਹੀਂ ਰੁਕ ਰਿਹਾ ਜ਼ਹਿਰੀਲੀ... <box>854 1051 1018 1071</box>
student-photo <box>221 179 265 231</box>
student-photo <box>150 435 189 479</box>
right-column <box>1142 84 1505 1033</box>
change-body: ■ ਅਸੀਂ ਆਪਣੇ ਪੁੱਤਰ ਨੂੰ ਆਪਣੀ ਜਾਇਦਾਦ ਤੋਂ ਬੇਦਖ਼ਲ ਕੀਤਾ ਸੀ, ਹੁਣ ਉਹ ਬੇਦਖ਼ਲੀ ਰੱਦ ਕੀਤੀ ਜਾਂਦੀ ਹੈ। ਸਬੰਧਤ ਧਿਰਾਂ ਨੋਟ ਕਰਨ। <box>8 1126 359 1146</box>
continuation-body: ਉਨ੍ਹਾਂ ਕਿਹਾ ਕਿ ਦੇਸ਼ ਦੀਆਂ ਫੌਜਾਂ ਨੇ ਬਹਾਦਰੀ ਨਾਲ ਦੁਸ਼ਮਣ ਦਾ ਮੁਕਾਬਲਾ ਕੀਤਾ ਅਤੇ ਪੂਰਾ ਦੇਸ਼ ਫੌਜਾਂ ਦੇ ਨਾਲ ਖੜ੍ਹਾ ਹੈ। <box>369 1122 685 1131</box>
story-body: ਫਰੀਦਕੋਟ 15 ਮਈ (ਜਗਦੀਸ਼ ਬਾਂਬਾ) ਮੈਂਬਰ ਪਾਰਲੀਮੈਂਟ ਭਾਈ ਸਰਬਜੀਤ ਸਿੰਘ ਖ਼ਾਲਸਾ ਦੇ ਨਿਰਦੇਸ਼ਾਂ ਹੇਠ ਦਫ਼ਤਰ ਵਿਖੇ ਲੋਕਾਂ ਦੀਆਂ ਮੁਸ਼ਕਿਲਾਂ ਸੁਣੀਆਂ ਗਈਆਂ ਅਤੇ ਉਨ੍ਹਾਂ ਦੇ ਹੱਲ ਲਈ ਸਬੰਧਤ ਅਧਿਕਾਰੀਆਂ ਨੂੰ ਹਦਾਇਤਾਂ ਜਾਰੀ ਕੀਤੀਆਂ ਗਈਆਂ। <box>1142 289 1505 309</box>
student-photo <box>1073 719 1133 765</box>
center-column <box>369 84 1133 1136</box>
story-body-text: ਪਾਇਲ 15 ਮਈ (ਜੋਗਿੰਦਰ ਸਿੰਘ) ਡਾ. ਭੀਮ ਰਾਓ ਅੰਬੇਡਕਰ ਦੇ 134ਵੇਂ ਜਨਮ ਦਿਨ ਨੂੰ ਸਮਰਪਿਤ ਵਿਸ਼ਾਲ ਸਮਾਗਮ 18 ਮਈ ਨੂੰ ਪਾਇਲ ਵਿਖੇ ਕਰਵਾਇਆ ਜਾ ਰਿਹਾ ਹੈ। ਇਸ ਸਮਾਗਮ ਵਿੱਚ ਵੱਖ-ਵੱਖ ਸ਼ਖ਼ਸੀਅਤਾਂ ਸ਼ਿਰਕਤ ਕਰਨਗੀਆਂ ਅਤੇ ਬਾਬਾ ਸਾਹਿਬ ਦੇ ਜੀਵਨ ਬਾਰੇ ਵਿਚਾਰ ਸਾਂਝੇ ਕਰਨਗੀਆਂ। <box>369 750 546 800</box>
student-photo <box>1347 435 1425 498</box>
classified-motor-connection <box>8 637 359 820</box>
headline: ਏ.ਪੀ.ਜੇ ਪਬਲਿਕ ਸਕੂਲ ਦਾ 10ਵੀਂ ਦਾ ਨਤੀਜਾ ਵੀ ਸ਼ਾਨਦਾਰ ਰਿਹਾ <box>15 412 352 429</box>
continuation-body: ਇਸ ਦੌਰਾਨ ਕਈ ਅਹਿਮ ਤੱਥ ਸਾਹਮਣੇ ਆਏ ਹਨ ਜਿਨ੍ਹਾਂ ਤੋਂ ਸਪੱਸ਼ਟ ਹੁੰਦਾ ਹੈ ਕਿ ਸਰਹੱਦ ਪਾਰ ਤੋਂ ਹੋਏ ਹਮਲਿਆਂ ਦਾ ਢੁਕਵਾਂ ਜਵਾਬ ਦਿੱਤਾ ਗਿਆ। <box>369 998 731 1018</box>
student-photo <box>277 577 317 621</box>
classified-body: ■ ਮੋਟਰ ਕੁਨੈਕਸ਼ਨ ਖਾਤਾ ਨੰਬਰ ਦੇ ਸਬੰਧ ਵਿੱਚ ਬਿਨੈਕਾਰ ਵੱਲੋਂ ਅਰਜ਼ੀ ਦਿੱਤੀ ਗਈ ਹੈ। ਜੇਕਰ ਕਿਸੇ ਨੂੰ ਕੋਈ ਇਤਰਾਜ਼ ਹੋਵੇ ਤਾਂ ਉਹ 15 ਦਿਨਾਂ ਦੇ ਅੰਦਰ-ਅੰਦਰ ਦਫ਼ਤਰ ਵਿਖੇ ਸੰਪਰਕ ਕਰ ਸਕਦਾ ਹੈ, ਨਹੀਂ ਤਾਂ ਕੁਨੈਕਸ਼ਨ ਤਬਦੀਲ ਕਰ ਦਿੱਤਾ ਜਾਵੇਗਾ। <box>8 788 359 809</box>
continuation-body: ਬੋਰਡ ਵੱਲੋਂ 12ਵੀਂ ਜਮਾਤ ਦਾ ਨਤੀਜਾ ਐਲਾਨਿਆ ਜਾਵੇਗਾ ਅਤੇ ਵਿਦਿਆਰਥੀ ਆਪਣਾ ਨਤੀਜਾ ਵੈੱਬਸਾਈਟ 'ਤੇ ਦੇਖ ਸਕਣਗੇ। <box>739 1035 1061 1044</box>
story-manpreet-kaur <box>369 357 1133 565</box>
portrait-photo <box>460 631 548 735</box>
lead-body: ਅਮਰਗੜ੍ਹ 15 ਮਈ (ਗੁਰਜੰਟ ਸਿੰਘ) ਗੁਰੂ ਹਰਗੋਬਿੰਦ ਸਾਹਿਬ ਬੈਲ ਦੌੜਾਕ ਐਸੋਸੀਏਸ਼ਨ ਕਿਲਾ ਰਾਇਪੁਰ ਵੱਲੋਂ ਬੈਲ ਗੱਡੀਆਂ ਦੀਆਂ ਦੌੜਾਂ ਸ਼ੁਰੂ ਕਰਵਾਉਣ ਲਈ ਵਿਧਾਨ ਸਭਾ ਵਿੱਚ ਬਿੱਲ ਪਾਸ ਕਰਵਾਉਣ ਵਾਲੇ ਵਿਧਾਇਕ ਪ੍ਰੋਫੈਸਰ ਜਸਵੰਤ ਸਿੰਘ ਗੱਜਣ ਮਾਜਰਾ ਦਾ ਵਿਸ਼ੇਸ਼ ਸਨਮਾਨ ਕੀਤਾ ਗਿਆ। ਇਸ ਮੌਕੇ ਐਸੋਸੀਏਸ਼ਨ ਦੇ ਅਹੁਦੇਦਾਰਾਂ ਨੇ ਕਿਹਾ ਕਿ ਪੰਜਾਬ ਦੀ ਵਿਰਾਸਤੀ ਖੇਡ ਨੂੰ ਮੁੜ ਸੁਰਜੀਤ ਕਰਨ ਲਈ ਇਹ ਇਤਿਹਾਸਕ ਫੈਸਲਾ ਹੈ ਅਤੇ ਸਮੂਹ ਬੈਲ ਦੌੜਾਕ ਪ੍ਰੇਮੀ ਸਰਕਾਰ ਦੇ ਧੰਨਵਾਦੀ ਹਨ। <box>369 132 550 220</box>
student-photo <box>315 344 359 396</box>
student-photo <box>150 577 189 621</box>
right-continuations <box>1142 675 1505 921</box>
